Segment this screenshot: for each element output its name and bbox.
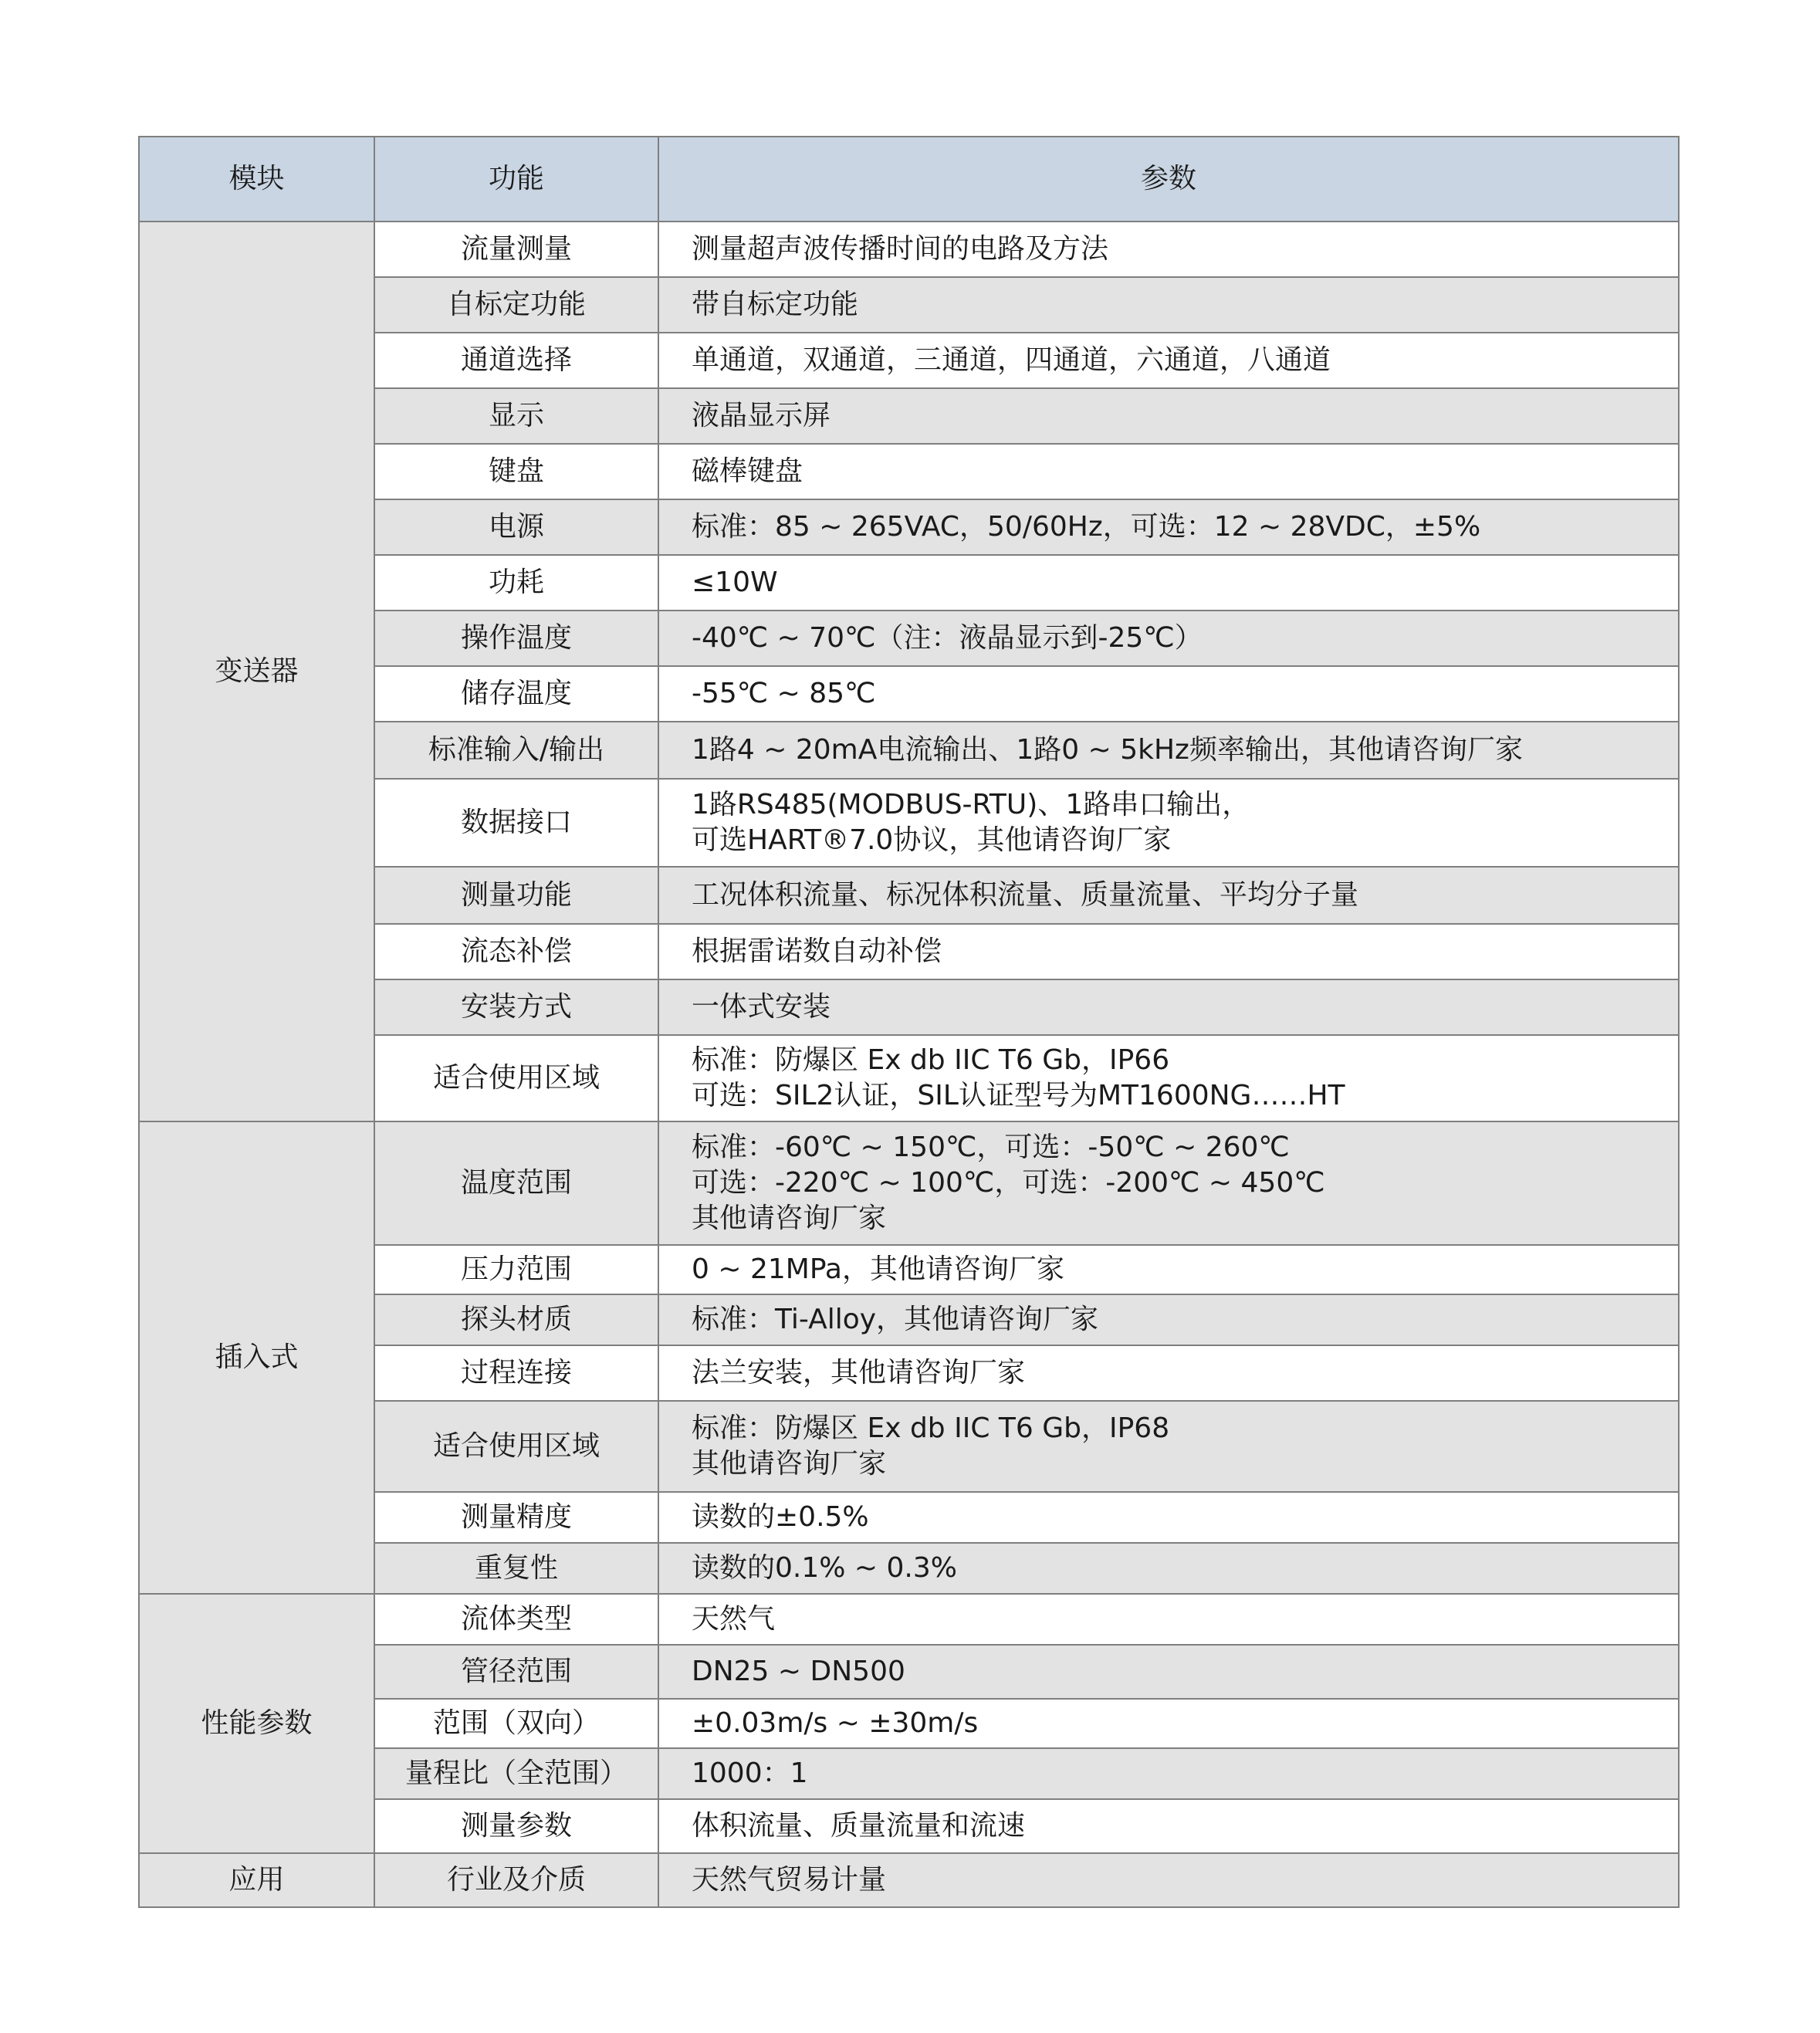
module-cell: 应用 [139, 1853, 374, 1907]
function-cell: 流量测量 [374, 222, 658, 277]
param-line: 体积流量、质量流量和流速 [692, 1810, 1026, 1842]
param-cell [658, 1799, 1679, 1853]
function-cell: 测量功能 [374, 867, 658, 924]
param-line: 其他请咨询厂家 [692, 1448, 887, 1480]
param-line: 带自标定功能 [692, 289, 859, 320]
function-cell: 范围（双向） [374, 1699, 658, 1748]
function-cell: 探头材质 [374, 1294, 658, 1345]
param-cell [658, 277, 1679, 333]
param-line: 根据雷诺数自动补偿 [692, 935, 942, 967]
function-cell: 键盘 [374, 444, 658, 499]
param-line: 读数的0.1% ~ 0.3% [692, 1552, 957, 1584]
param-line: 一体式安装 [692, 991, 831, 1023]
param-line: 可选HART®7.0协议，其他请咨询厂家 [692, 824, 1172, 856]
param-line: 其他请咨询厂家 [692, 1203, 887, 1234]
param-line: ≤10W [692, 567, 778, 598]
param-cell [658, 499, 1679, 555]
param-line: 可选：SIL2认证，SIL认证型号为MT1600NG……HT [692, 1080, 1345, 1111]
param-cell [658, 1345, 1679, 1401]
param-line: 标准：防爆区 Ex db IIC T6 Gb，IP66 [692, 1044, 1170, 1076]
function-cell: 标准输入/输出 [374, 722, 658, 779]
param-cell [658, 1645, 1679, 1699]
module-cell: 变送器 [139, 222, 374, 1121]
function-cell: 自标定功能 [374, 277, 658, 333]
param-cell [658, 1594, 1679, 1645]
param-line: 1路4 ~ 20mA电流输出、1路0 ~ 5kHz频率输出，其他请咨询厂家 [692, 734, 1523, 766]
function-cell: 流体类型 [374, 1594, 658, 1645]
function-cell: 储存温度 [374, 666, 658, 722]
function-cell: 行业及介质 [374, 1853, 658, 1907]
param-cell [658, 611, 1679, 666]
param-cell [658, 1699, 1679, 1748]
function-cell: 测量精度 [374, 1492, 658, 1543]
param-cell [658, 666, 1679, 722]
function-cell: 数据接口 [374, 779, 658, 867]
param-cell [658, 333, 1679, 388]
table-row [139, 1121, 1679, 1245]
param-line: 测量超声波传播时间的电路及方法 [692, 233, 1109, 265]
param-cell [658, 722, 1679, 779]
function-cell: 适合使用区域 [374, 1035, 658, 1121]
param-cell [658, 1245, 1679, 1294]
param-line: ±0.03m/s ~ ±30m/s [692, 1707, 979, 1739]
param-line: DN25 ~ DN500 [692, 1656, 905, 1687]
function-cell: 适合使用区域 [374, 1401, 658, 1492]
function-cell: 流态补偿 [374, 924, 658, 979]
function-cell: 安装方式 [374, 979, 658, 1035]
param-line: -40℃ ~ 70℃（注：液晶显示到-25℃） [692, 622, 1203, 654]
param-cell [658, 867, 1679, 924]
param-cell [658, 1492, 1679, 1543]
param-line: 标准：-60℃ ~ 150℃，可选：-50℃ ~ 260℃ [692, 1132, 1290, 1163]
table-row [139, 1853, 1679, 1907]
module-cell: 插入式 [139, 1121, 374, 1594]
param-line: 标准：防爆区 Ex db IIC T6 Gb，IP68 [692, 1412, 1170, 1444]
param-line: 法兰安装，其他请咨询厂家 [692, 1357, 1026, 1389]
param-line: 标准：85 ~ 265VAC，50/60Hz，可选：12 ~ 28VDC，±5% [692, 511, 1481, 543]
module-cell: 性能参数 [139, 1594, 374, 1853]
param-cell [658, 444, 1679, 499]
param-cell [658, 1121, 1679, 1245]
function-cell: 温度范围 [374, 1121, 658, 1245]
spec-table [138, 136, 1680, 1908]
param-line: 磁棒键盘 [692, 455, 803, 487]
param-cell [658, 555, 1679, 611]
param-line: -55℃ ~ 85℃ [692, 678, 876, 709]
param-line: 单通道，双通道，三通道，四通道，六通道，八通道 [692, 344, 1331, 376]
param-cell [658, 1035, 1679, 1121]
function-cell: 重复性 [374, 1543, 658, 1594]
param-line: 液晶显示屏 [692, 400, 831, 431]
param-line: 0 ~ 21MPa，其他请咨询厂家 [692, 1253, 1064, 1285]
param-line: 1路RS485(MODBUS-RTU)、1路串口输出， [692, 789, 1250, 820]
function-cell: 压力范围 [374, 1245, 658, 1294]
param-cell [658, 388, 1679, 444]
function-cell: 操作温度 [374, 611, 658, 666]
function-cell: 量程比（全范围） [374, 1748, 658, 1799]
table-row [139, 222, 1679, 277]
param-line: 标准：Ti-Alloy，其他请咨询厂家 [692, 1304, 1099, 1335]
function-cell: 功耗 [374, 555, 658, 611]
param-cell [658, 222, 1679, 277]
function-cell: 管径范围 [374, 1645, 658, 1699]
param-cell [658, 1543, 1679, 1594]
param-cell [658, 1294, 1679, 1345]
param-line: 工况体积流量、标况体积流量、质量流量、平均分子量 [692, 879, 1359, 911]
param-line: 1000：1 [692, 1757, 808, 1789]
param-cell [658, 1748, 1679, 1799]
param-line: 读数的±0.5% [692, 1501, 869, 1533]
function-cell: 电源 [374, 499, 658, 555]
table-row [139, 1594, 1679, 1645]
spec-body [139, 222, 1679, 1907]
param-cell [658, 1853, 1679, 1907]
param-cell [658, 979, 1679, 1035]
header-row [139, 137, 1679, 222]
param-cell [658, 779, 1679, 867]
param-line: 天然气贸易计量 [692, 1864, 887, 1896]
param-cell [658, 924, 1679, 979]
function-cell: 通道选择 [374, 333, 658, 388]
function-cell: 显示 [374, 388, 658, 444]
header-module: 模块 [139, 137, 374, 222]
header-params: 参数 [658, 137, 1679, 222]
header-function: 功能 [374, 137, 658, 222]
param-line: 可选：-220℃ ~ 100℃，可选：-200℃ ~ 450℃ [692, 1167, 1325, 1199]
function-cell: 测量参数 [374, 1799, 658, 1853]
param-cell [658, 1401, 1679, 1492]
param-line: 天然气 [692, 1603, 776, 1635]
function-cell: 过程连接 [374, 1345, 658, 1401]
